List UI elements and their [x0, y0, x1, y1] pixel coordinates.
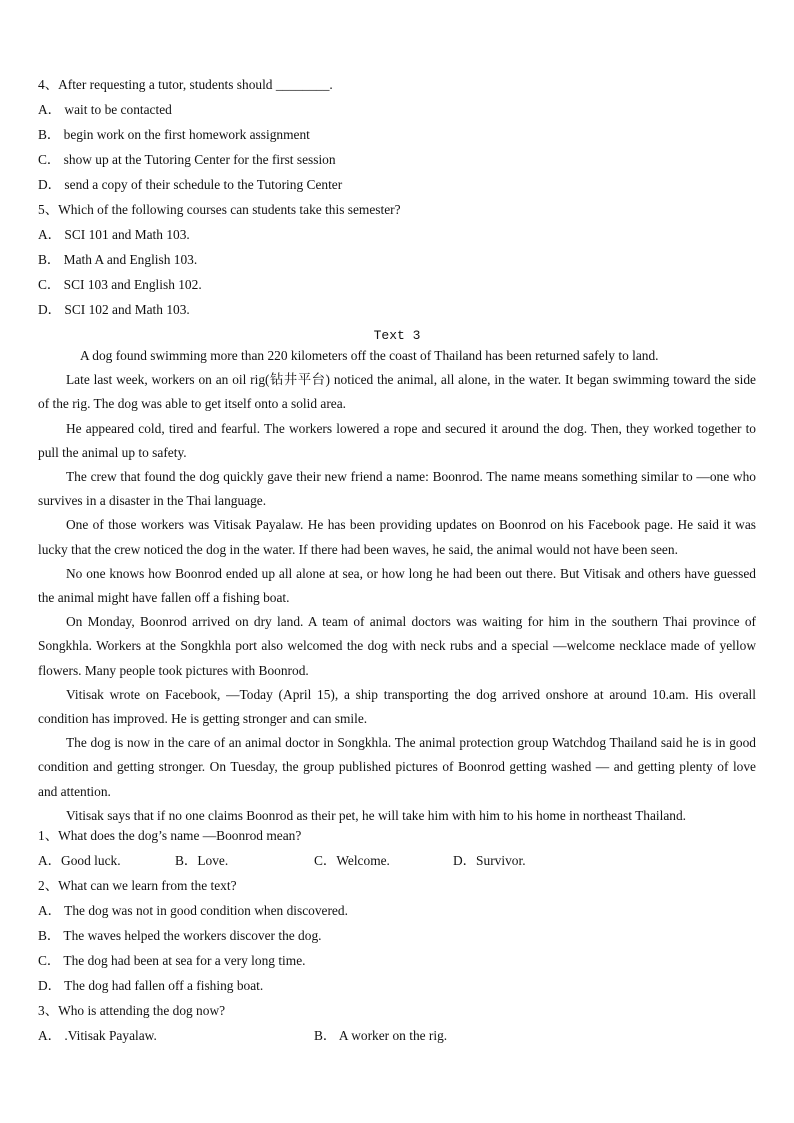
option-b: B． begin work on the first homework assignment: [38, 127, 310, 142]
paragraph: Vitisak says that if no one claims Boonrod as their pet, he will take him with him to his home in northeast Thailand.: [66, 807, 687, 823]
question-1-options: [38, 848, 756, 873]
paragraph: Late last week, workers on an oil rig(钻井平台) noticed the animal, all alone, in the water. It began swimming toward the side of the rig. The dog was able to get itself onto a solid area.: [38, 372, 756, 412]
question-stem: 3、Who is attending the dog now?: [38, 1003, 226, 1018]
paragraph: Vitisak wrote on Facebook, ―Today (April 15), a ship transporting the dog arrived onshore at around 10.am. His overall condition has improved. He is getting stronger and can smile.: [38, 686, 756, 727]
question-stem: 4、After requesting a tutor, students should ________.: [38, 77, 333, 92]
question-stem: 5、Which of the following courses can students take this semester?: [38, 202, 401, 217]
passage-title: Text 3: [373, 328, 421, 343]
option-a: A． SCI 101 and Math 103.: [38, 227, 190, 242]
option-b: B． Math A and English 103.: [38, 252, 198, 267]
option-a: A． wait to be contacted: [38, 102, 172, 117]
option-a: A． .Vitisak Payalaw.: [38, 1028, 157, 1043]
option-d: D．Survivor.: [453, 853, 526, 868]
option-b: B．Love.: [175, 853, 229, 868]
option-c: C． show up at the Tutoring Center for the first session: [38, 152, 336, 167]
paragraph: No one knows how Boonrod ended up all alone at sea, or how long he had been out there. But Vitisak and others have guessed the animal might have fallen off a fishing boat.: [38, 565, 756, 606]
option-c: C． The dog had been at sea for a very long time.: [38, 953, 306, 968]
option-b: B． A worker on the rig.: [314, 1028, 448, 1043]
paragraph: One of those workers was Vitisak Payalaw. He has been providing updates on Boonrod on his Facebook page. He said it was lucky that the crew noticed the dog in the water. If there had been waves, he said, the animal would not have been seen.: [38, 517, 756, 557]
option-a: A．Good luck.: [38, 853, 121, 868]
option-d: D． send a copy of their schedule to the Tutoring Center: [38, 177, 343, 192]
paragraph: He appeared cold, tired and fearful. The workers lowered a rope and secured it around the dog. Then, they worked together to pull the animal up to safety.: [38, 420, 756, 460]
text-3-questions: [38, 823, 756, 1048]
question-5: [38, 197, 756, 322]
option-a: A． The dog was not in good condition when discovered.: [38, 903, 348, 918]
paragraph: The crew that found the dog quickly gave their new friend a name: Boonrod. The name means something similar to ―one who survives in a disaster in the Thai language.: [38, 469, 756, 509]
question-stem: 2、What can we learn from the text?: [38, 878, 237, 893]
question-3-options: [38, 1023, 756, 1048]
paragraph: On Monday, Boonrod arrived on dry land. A team of animal doctors was waiting for him in the southern Thai province of Songkhla. Workers at the Songkhla port also welcomed the dog with neck rubs and a special ―welcome necklace made of yellow flowers. Many people took pictures with Boonrod.: [38, 614, 756, 678]
option-c: C．Welcome.: [314, 853, 390, 868]
text-3-passage: [38, 328, 756, 828]
question-4: [38, 72, 756, 197]
option-b: B． The waves helped the workers discover the dog.: [38, 928, 322, 943]
question-stem: 1、What does the dog’s name ―Boonrod mean?: [38, 828, 302, 843]
paragraph: A dog found swimming more than 220 kilometers off the coast of Thailand has been returned safely to land.: [80, 348, 659, 363]
paragraph: The dog is now in the care of an animal doctor in Songkhla. The animal protection group Watchdog Thailand said he is in good condition and getting stronger. On Tuesday, the group published pictures of Boonrod getting washed — and getting plenty of love and attention.: [38, 735, 756, 799]
option-d: D． The dog had fallen off a fishing boat.: [38, 978, 264, 993]
option-d: D． SCI 102 and Math 103.: [38, 302, 190, 317]
option-c: C． SCI 103 and English 102.: [38, 277, 202, 292]
